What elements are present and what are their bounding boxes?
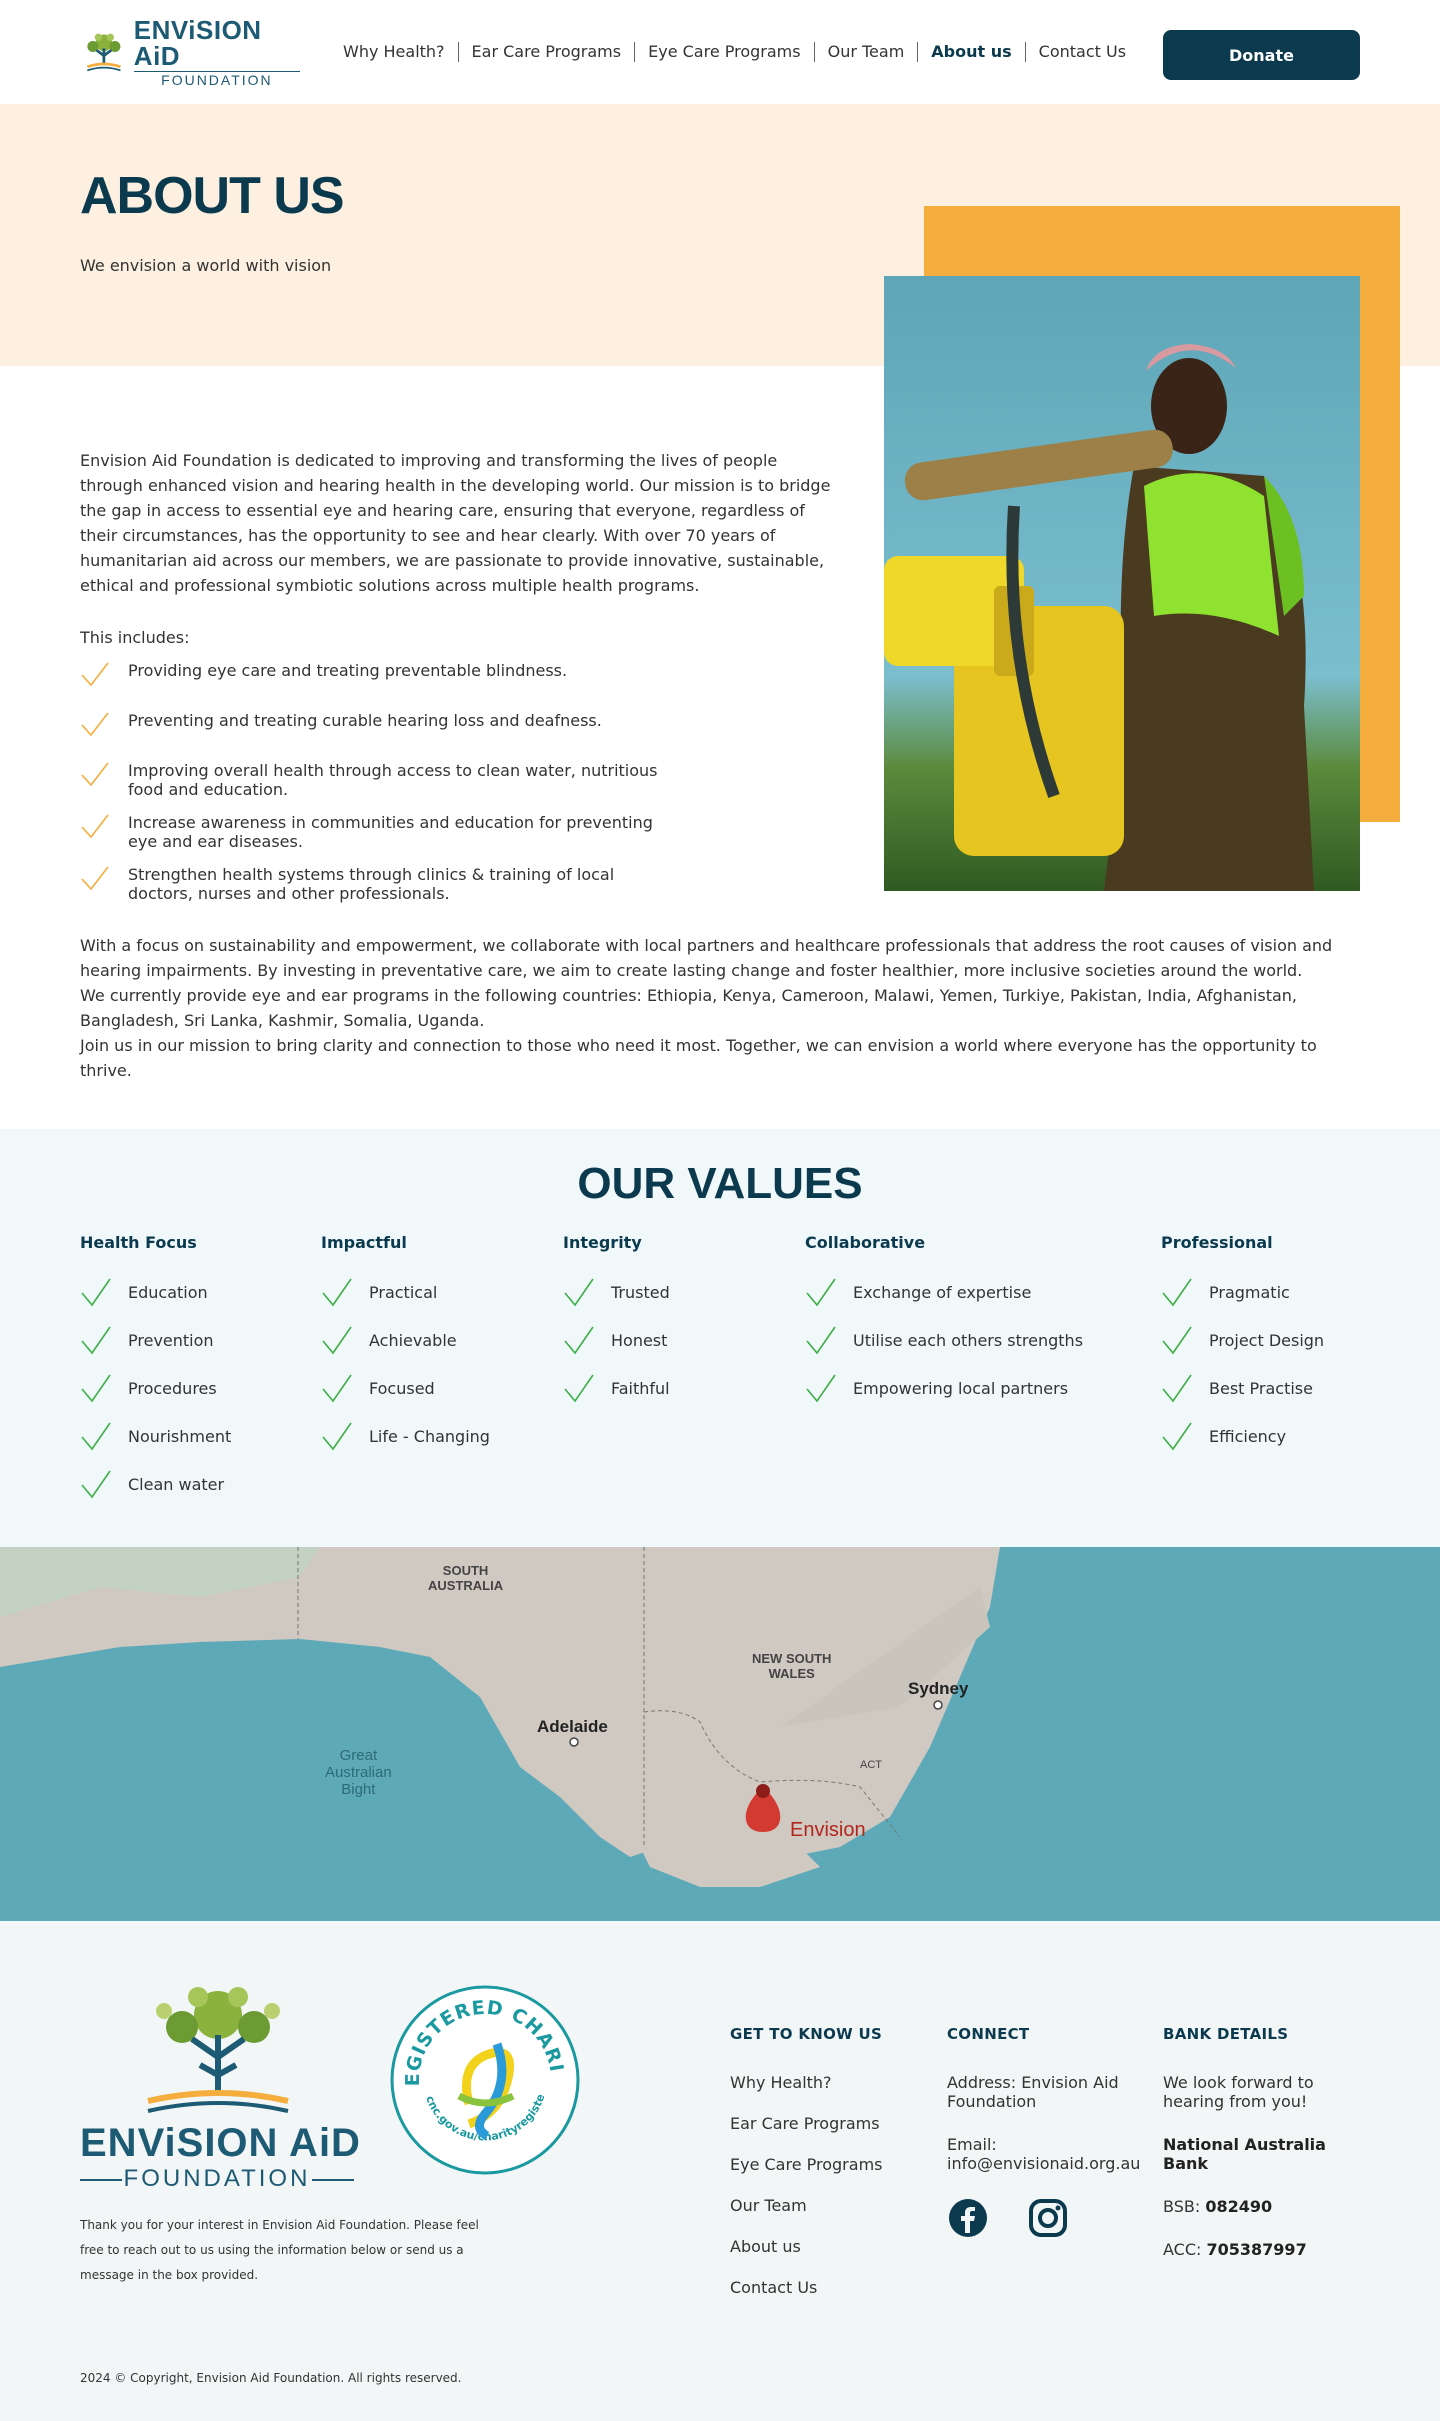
checkmark-icon (80, 1373, 112, 1403)
logo-brand-line2: FOUNDATION (134, 71, 300, 87)
value-list (563, 1268, 670, 1412)
list-item (80, 761, 670, 799)
map-label-nsw: NEW SOUTH WALES (752, 1651, 832, 1681)
footer-get-to-know (730, 2025, 882, 2319)
checkmark-icon (80, 711, 110, 737)
value-item (805, 1316, 1083, 1364)
value-item (563, 1268, 670, 1316)
nav-why-health[interactable]: Why Health? (330, 42, 459, 62)
charity-bottom-text: cnc.gov.au/charityregiste (423, 2092, 548, 2144)
footer-link-why-health[interactable]: Why Health? (730, 2073, 832, 2092)
value-item-text: Nourishment (128, 1426, 232, 1446)
checkmark-icon (1161, 1421, 1193, 1451)
footer-brand-line2: FOUNDATION (80, 2165, 354, 2193)
value-item (1161, 1412, 1324, 1460)
checkmark-icon (321, 1277, 353, 1307)
footer-connect-heading: CONNECT (947, 2025, 1030, 2043)
value-list (1161, 1268, 1324, 1460)
instagram-icon[interactable] (1027, 2197, 1069, 2239)
value-item (563, 1364, 670, 1412)
site-logo[interactable] (80, 17, 300, 87)
value-item-text: Empowering local partners (853, 1378, 1069, 1398)
about-section (0, 366, 1440, 1129)
list-item-text: Strengthen health systems through clinics & training of local doctors, nurses and other professionals. (128, 865, 615, 903)
includes-list (80, 661, 670, 903)
footer-email[interactable]: info@envisionaid.org.au (947, 2154, 1141, 2173)
value-column-heading: Professional (1161, 1233, 1273, 1252)
value-item-text: Clean water (128, 1474, 225, 1494)
checkmark-icon (80, 813, 110, 839)
value-item (321, 1268, 490, 1316)
checkmark-icon (80, 1469, 112, 1499)
page-title: ABOUT US (80, 167, 344, 225)
checkmark-icon (80, 865, 110, 891)
page-subtitle: We envision a world with vision (80, 256, 332, 275)
value-item-text: Practical (369, 1282, 438, 1302)
value-item (321, 1412, 490, 1460)
footer-bsb (1163, 2197, 1373, 2216)
list-item-text: Improving overall health through access to clean water, nutritious food and education. (128, 761, 658, 799)
checkmark-icon (321, 1373, 353, 1403)
value-column (563, 1233, 670, 1412)
value-item (80, 1316, 231, 1364)
list-item-text: Increase awareness in communities and education for preventing eye and ear diseases. (128, 813, 653, 851)
checkmark-icon (563, 1373, 595, 1403)
footer-email-block (947, 2135, 1141, 2173)
checkmark-icon (1161, 1277, 1193, 1307)
site-header (0, 0, 1440, 104)
map-canvas[interactable] (0, 1547, 1440, 1921)
includes-label: This includes: (80, 628, 190, 647)
copyright-text: 2024 © Copyright, Envision Aid Foundation. All rights reserved. (80, 2371, 462, 2385)
checkmark-icon (80, 761, 110, 787)
outro-paragraph-3: Join us in our mission to bring clarity and connection to those who need it most. Together, we can envision a world where everyone has the opportunity to thrive. (80, 1036, 1317, 1080)
map-label-bight: Great Australian Bight (325, 1747, 392, 1798)
checkmark-icon (80, 1325, 112, 1355)
nav-eye-care[interactable]: Eye Care Programs (635, 42, 814, 62)
value-list (321, 1268, 490, 1460)
footer-link-ear-care[interactable]: Ear Care Programs (730, 2114, 880, 2133)
checkmark-icon (805, 1277, 837, 1307)
footer-tree-logo-icon (80, 1975, 356, 2125)
site-footer (0, 1921, 1440, 2421)
footer-address: Address: Envision Aid Foundation (947, 2073, 1119, 2111)
value-item (1161, 1316, 1324, 1364)
list-item (80, 711, 670, 747)
facebook-icon[interactable] (947, 2197, 989, 2239)
social-links (947, 2197, 1137, 2239)
nav-our-team[interactable]: Our Team (815, 42, 919, 62)
footer-connect (947, 2025, 1141, 2239)
nav-ear-care[interactable]: Ear Care Programs (459, 42, 636, 62)
value-item-text: Exchange of expertise (853, 1282, 1032, 1302)
checkmark-icon (563, 1277, 595, 1307)
value-item-text: Honest (611, 1330, 668, 1350)
value-item-text: Life - Changing (369, 1426, 490, 1446)
value-item (563, 1316, 670, 1364)
footer-bank-details (1163, 2025, 1373, 2283)
footer-acc (1163, 2240, 1373, 2259)
outro-paragraph-2: We currently provide eye and ear programs in the following countries: Ethiopia, Kenya, Cameroon, Malawi, Yemen, Turkiye, Pakistan, India, Afghanistan, Bangladesh, Sri Lanka, Kashmir, Somalia, Uganda. (80, 986, 1297, 1030)
checkmark-icon (321, 1421, 353, 1451)
logo-brand-line1: ENViSION AiD (133, 15, 262, 71)
value-item-text: Best Practise (1209, 1378, 1313, 1398)
registered-charity-badge[interactable] (389, 1984, 581, 2176)
list-item-text: Providing eye care and treating preventable blindness. (128, 661, 568, 680)
checkmark-icon (563, 1325, 595, 1355)
nav-about-us[interactable]: About us (918, 42, 1025, 62)
main-nav (330, 42, 1139, 62)
bsb-value: 082490 (1205, 2197, 1273, 2216)
location-map[interactable] (0, 1547, 1440, 1921)
value-column (805, 1233, 1083, 1412)
value-item-text: Procedures (128, 1378, 217, 1398)
registered-charity-seal-icon (389, 1984, 581, 2176)
map-pin-label[interactable]: Envision (790, 1819, 866, 1841)
list-item (80, 661, 670, 697)
value-column (80, 1233, 231, 1508)
donate-button[interactable]: Donate (1163, 30, 1360, 80)
footer-bank-heading: BANK DETAILS (1163, 2025, 1289, 2043)
checkmark-icon (1161, 1325, 1193, 1355)
footer-email-label: Email: (947, 2135, 997, 2154)
acc-value: 705387997 (1206, 2240, 1307, 2259)
value-column (1161, 1233, 1324, 1460)
value-item (321, 1364, 490, 1412)
value-item-text: Prevention (128, 1330, 214, 1350)
value-item-text: Pragmatic (1209, 1282, 1290, 1302)
value-item (80, 1412, 231, 1460)
value-item (80, 1364, 231, 1412)
footer-thanks-text: Thank you for your interest in Envision Aid Foundation. Please feel free to reach out to us using the information below or send us a message in the box provided. (80, 2218, 479, 2282)
charity-top-text: EGISTERED CHARI (401, 1996, 568, 2087)
footer-bank-name (1163, 2135, 1373, 2173)
values-title: OUR VALUES (577, 1159, 863, 1208)
checkmark-icon (805, 1373, 837, 1403)
about-intro: Envision Aid Foundation is dedicated to improving and transforming the lives of people through enhanced vision and hearing health in the developing world. Our mission is to bridge the gap in access to essential eye and hearing care, ensuring that everyone, regardless of their circumstances, has the opportunity to see and hear clearly. With over 70 years of humanitarian aid across our members, we are passionate to provide innovative, sustainable, ethical and professional symbiotic solutions across multiple health programs. (80, 451, 831, 595)
value-column-heading: Health Focus (80, 1233, 197, 1252)
value-item (80, 1268, 231, 1316)
bank-name-text: National Australia Bank (1163, 2135, 1326, 2173)
map-label-act: ACT (860, 1759, 882, 1771)
list-item (80, 865, 670, 903)
map-label-south-australia: SOUTH AUSTRALIA (428, 1563, 504, 1593)
checkmark-icon (80, 1421, 112, 1451)
value-item-text: Focused (369, 1378, 435, 1398)
value-item-text: Trusted (611, 1282, 670, 1302)
bsb-label: BSB: (1163, 2197, 1201, 2216)
value-item-text: Project Design (1209, 1330, 1325, 1350)
footer-link-our-team[interactable]: Our Team (730, 2196, 807, 2215)
logo-text (134, 17, 300, 87)
value-item (805, 1364, 1083, 1412)
outro-paragraph-1: With a focus on sustainability and empowerment, we collaborate with local partners and healthcare professionals that address the root causes of vision and hearing impairments. By investing in preventative care, we aim to create lasting change and foster healthier, more inclusive societies around the world. (80, 936, 1333, 980)
value-item (1161, 1364, 1324, 1412)
footer-link-contact-us[interactable]: Contact Us (730, 2278, 818, 2297)
value-item (1161, 1268, 1324, 1316)
checkmark-icon (805, 1325, 837, 1355)
value-item-text: Utilise each others strengths (853, 1330, 1084, 1350)
footer-brand-line1: ENViSION AiD (80, 2121, 361, 2165)
footer-link-eye-care[interactable]: Eye Care Programs (730, 2155, 883, 2174)
checkmark-icon (80, 661, 110, 687)
acc-label: ACC: (1163, 2240, 1202, 2259)
value-item (321, 1316, 490, 1364)
map-label-adelaide: Adelaide (537, 1717, 608, 1736)
checkmark-icon (1161, 1373, 1193, 1403)
value-item-text: Education (128, 1282, 208, 1302)
values-section (0, 1129, 1440, 1547)
value-column-heading: Integrity (563, 1233, 642, 1252)
footer-get-to-know-heading: GET TO KNOW US (730, 2025, 883, 2043)
nav-contact-us[interactable]: Contact Us (1038, 42, 1127, 61)
checkmark-icon (80, 1277, 112, 1307)
checkmark-icon (321, 1325, 353, 1355)
about-outro (80, 933, 1370, 1083)
value-column-heading: Impactful (321, 1233, 407, 1252)
value-list (80, 1268, 231, 1508)
value-column (321, 1233, 490, 1460)
values-columns (0, 1233, 1440, 1533)
tree-logo-icon (80, 28, 128, 76)
value-column-heading: Collaborative (805, 1233, 926, 1252)
value-list (805, 1268, 1083, 1412)
footer-link-about-us[interactable]: About us (730, 2237, 801, 2256)
list-item (80, 813, 670, 851)
value-item (80, 1460, 231, 1508)
value-item (805, 1268, 1083, 1316)
value-item-text: Faithful (611, 1378, 670, 1398)
map-label-sydney: Sydney (908, 1679, 969, 1698)
footer-bank-intro: We look forward to hearing from you! (1163, 2073, 1314, 2111)
list-item-text: Preventing and treating curable hearing loss and deafness. (128, 711, 602, 730)
value-item-text: Efficiency (1209, 1426, 1287, 1446)
value-item-text: Achievable (369, 1330, 457, 1350)
